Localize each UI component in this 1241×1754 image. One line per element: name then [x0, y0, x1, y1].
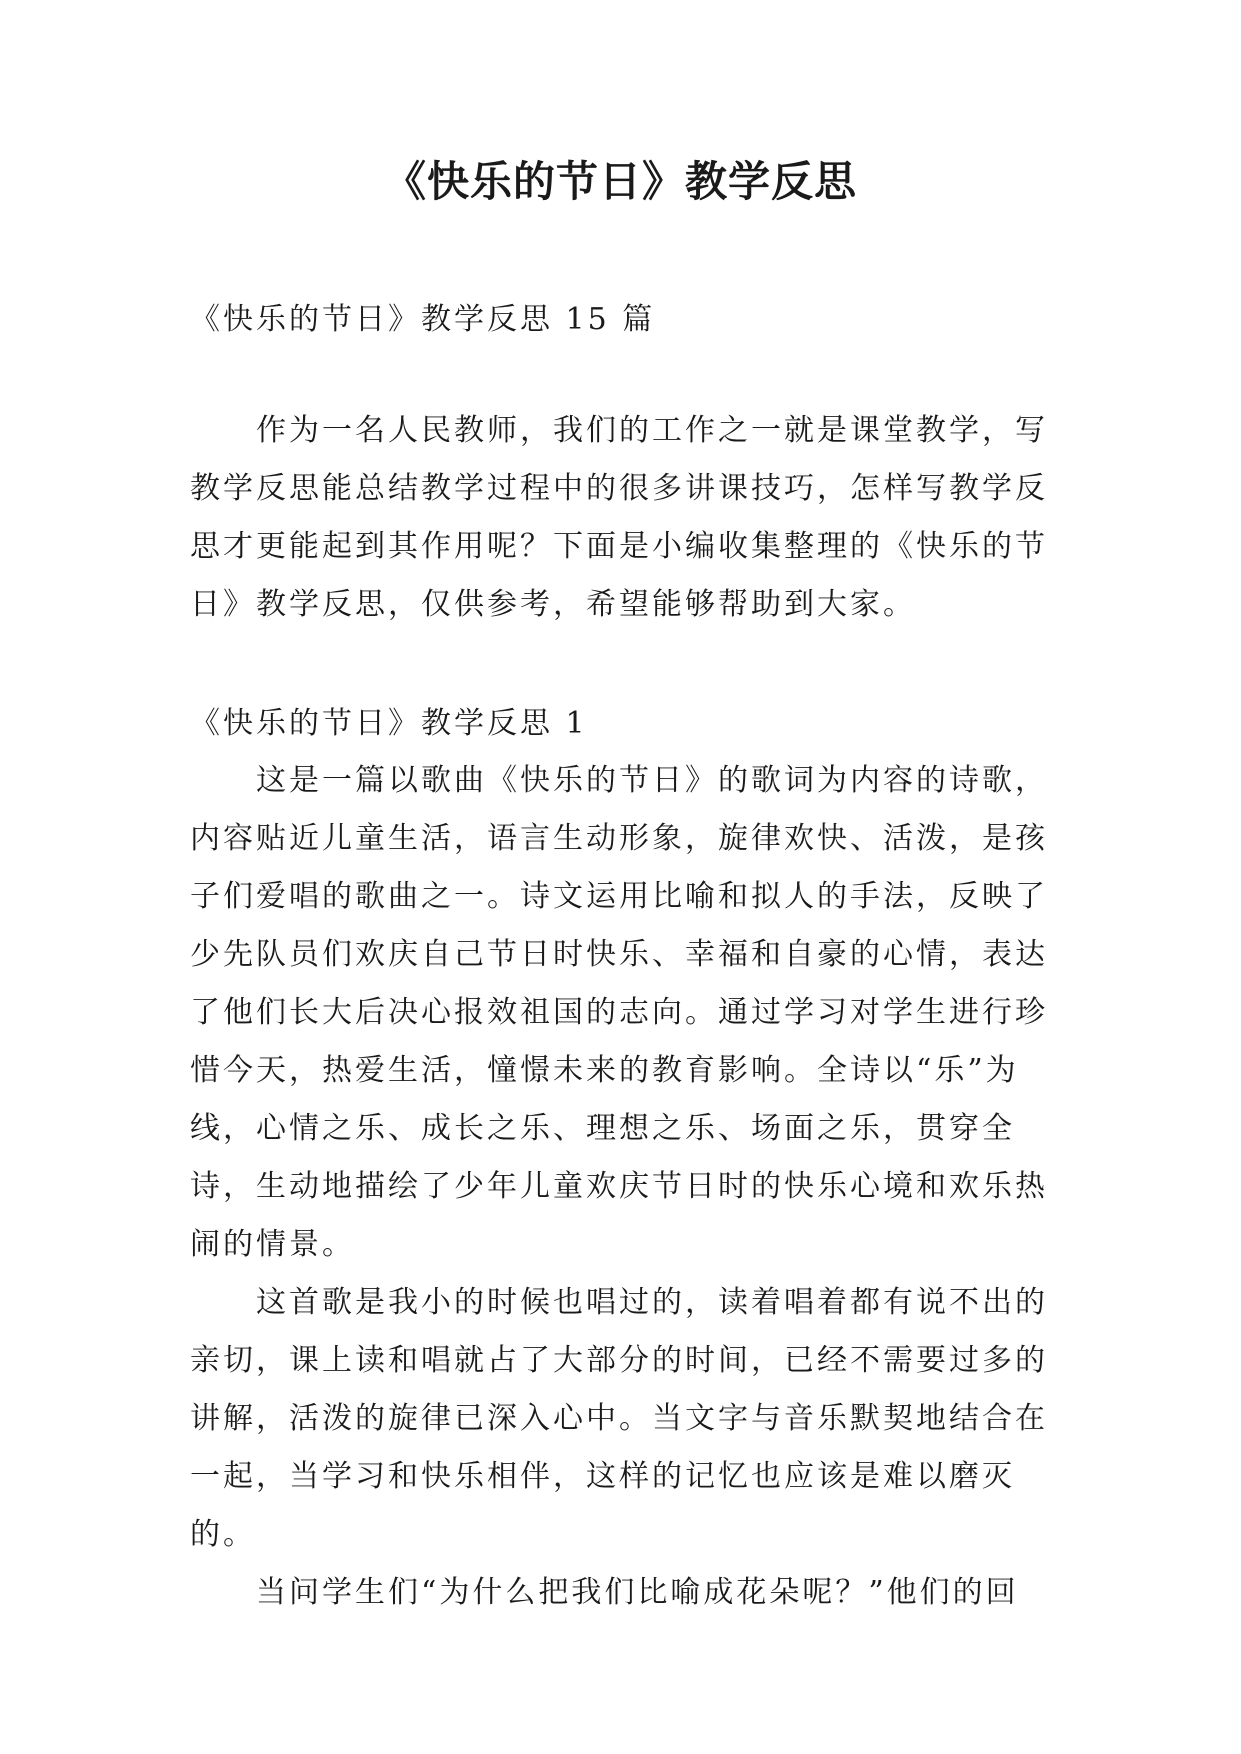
body-paragraph: 当问学生们“为什么把我们比喻成花朵呢？”他们的回: [256, 1575, 1019, 1610]
document-subtitle: 《快乐的节日》教学反思 15 篇: [190, 302, 656, 337]
intro-paragraph: 作为一名人民教师，我们的工作之一就是课堂教学，写教学反思能总结教学过程中的很多讲课技巧，怎样写教学反思才更能起到其作用呢？下面是小编收集整理的《快乐的节日》教学反思，仅供参考，希望能够帮助到大家。: [190, 413, 1048, 622]
section-heading: 《快乐的节日》教学反思 1: [190, 706, 588, 741]
document-title: 《快乐的节日》教学反思: [383, 157, 857, 206]
section-content: [190, 752, 1060, 1622]
body-paragraph: 这是一篇以歌曲《快乐的节日》的歌词为内容的诗歌，内容贴近儿童生活，语言生动形象，旋律欢快、活泼，是孩子们爱唱的歌曲之一。诗文运用比喻和拟人的手法，反映了少先队员们欢庆自己节日时快乐、幸福和自豪的心情，表达了他们长大后决心报效祖国的志向。通过学习对学生进行珍惜今天，热爱生活，憧憬未来的教育影响。全诗以“乐”为线，心情之乐、成长之乐、理想之乐、场面之乐，贯穿全诗，生动地描绘了少年儿童欢庆节日时的快乐心境和欢乐热闹的情景。: [190, 763, 1048, 1262]
body-paragraph: 这首歌是我小的时候也唱过的，读着唱着都有说不出的亲切，课上读和唱就占了大部分的时间，已经不需要过多的讲解，活泼的旋律已深入心中。当文字与音乐默契地结合在一起，当学习和快乐相伴，这样的记忆也应该是难以磨灭的。: [190, 1285, 1048, 1552]
